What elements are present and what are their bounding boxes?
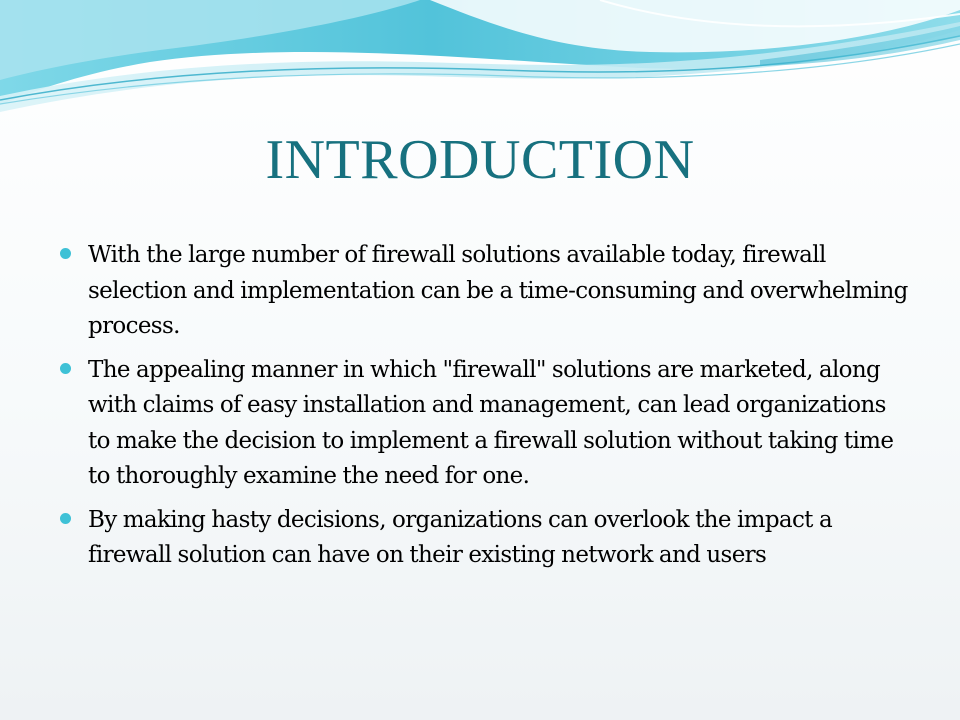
slide-title: INTRODUCTION [265,129,695,191]
bullet-text: By making hasty decisions, organizations can overlook the impact a firewall solution can have on their existing network and users [88,506,833,568]
bullet-text: With the large number of firewall solutions available today, firewall selection and implementation can be a time-consuming and overwhelming process. [88,242,908,339]
bullet-item [60,238,910,345]
bullet-item [60,503,910,574]
bullet-dot-icon [60,248,71,259]
bullet-list [60,238,910,582]
bullet-dot-icon [60,363,71,374]
bullet-item [60,353,910,495]
wave-header-decoration [0,0,960,130]
bullet-text: The appealing manner in which "firewall" solutions are marketed, along with claims of easy installation and management, can lead organizations to make the decision to implement a firewall solution without taking time to thoroughly examine the need for one. [88,356,894,489]
bullet-dot-icon [60,513,71,524]
